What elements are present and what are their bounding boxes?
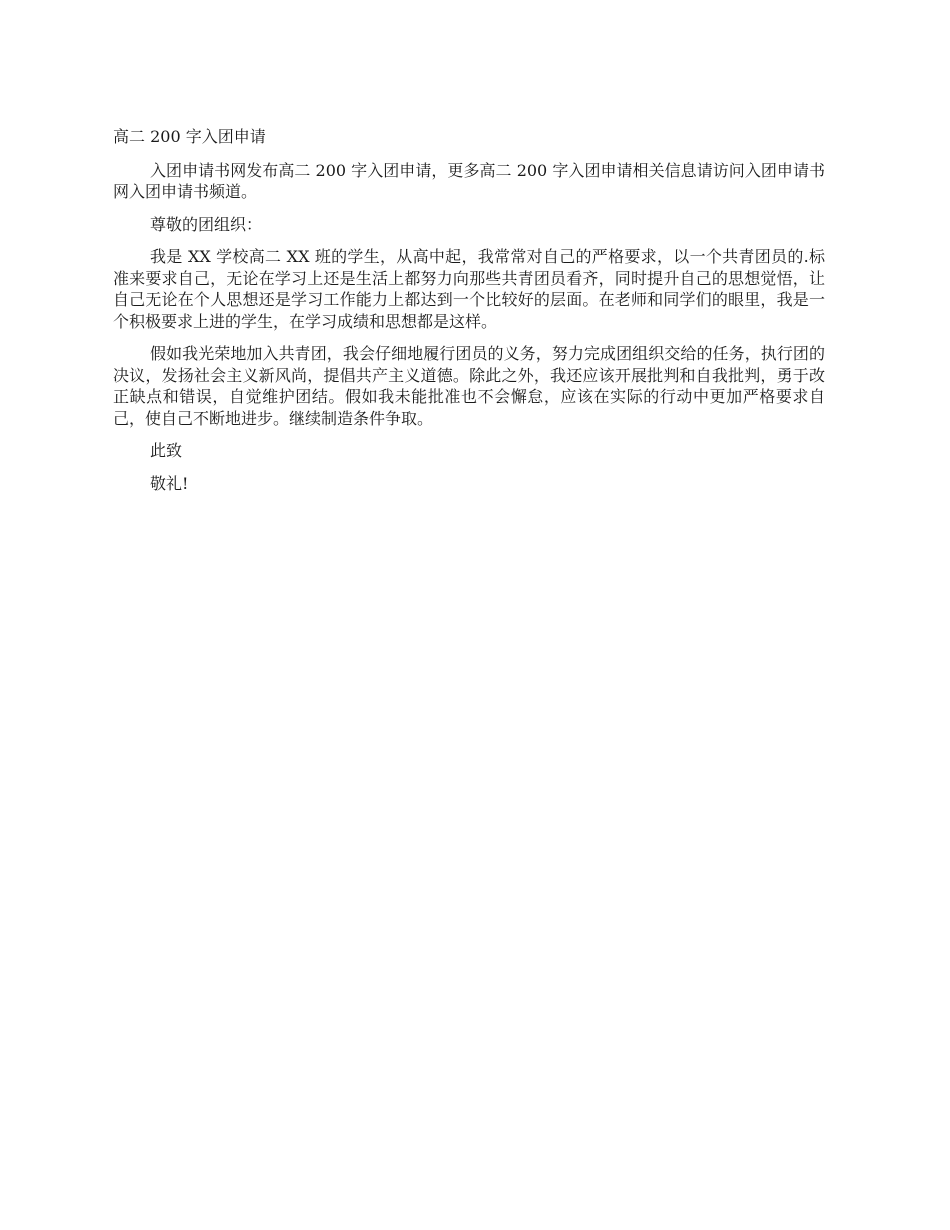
closing-line: 此致 — [150, 441, 183, 460]
closing-regards: 敬礼! — [150, 473, 189, 493]
document-body — [113, 126, 825, 505]
body-paragraph-1: 我是 XX 学校高二 XX 班的学生，从高中起，我常常对自己的严格要求，以一个共青团员的.标准来要求自己，无论在学习上还是生活上都努力向那些共青团员看齐，同时提升自己的思想觉悟，让自己无论在个人思想还是学习工作能力上都达到一个比较好的层面。在老师和同学们的眼里，我是一个积极要求上进的学生，在学习成绩和思想都是这样。 — [113, 247, 825, 331]
intro-paragraph: 入团申请书网发布高二 200 字入团申请，更多高二 200 字入团申请相关信息请访问入团申请书网入团申请书频道。 — [113, 160, 825, 201]
salutation: 尊敬的团组织： — [150, 214, 263, 234]
document-title: 高二 200 字入团申请 — [113, 127, 266, 146]
body-paragraph-2: 假如我光荣地加入共青团，我会仔细地履行团员的义务，努力完成团组织交给的任务，执行团的决议，发扬社会主义新风尚，提倡共产主义道德。除此之外，我还应该开展批判和自我批判，勇于改正缺点和错误，自觉维护团结。假如我未能批准也不会懈怠，应该在实际的行动中更加严格要求自己，使自己不断地进步。继续制造条件争取。 — [113, 344, 825, 428]
